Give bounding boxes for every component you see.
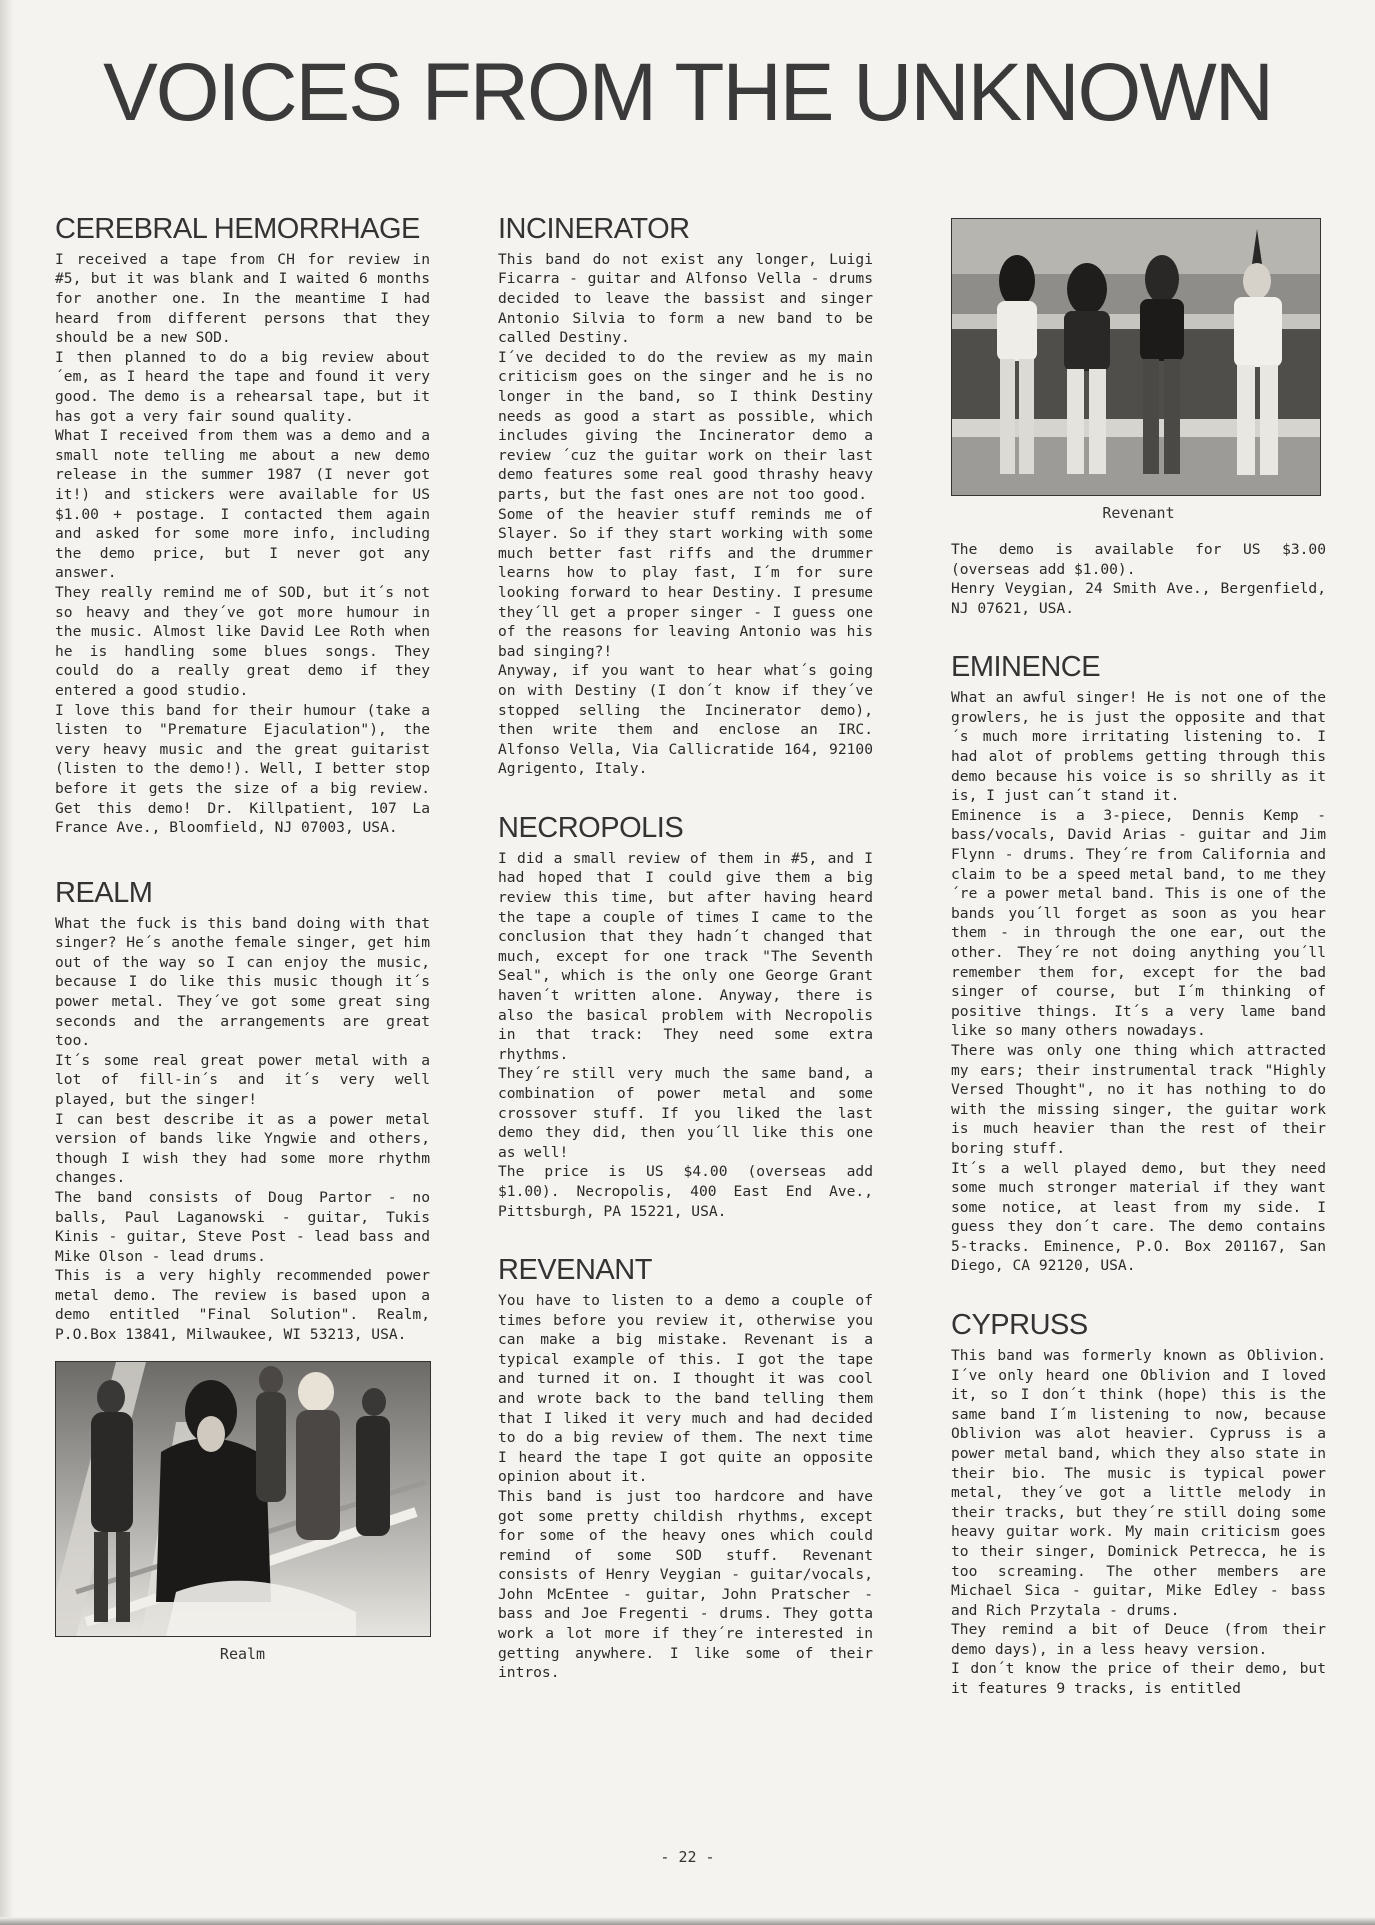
review-paragraph: I love this band for their humour (take a listen to "Premature Ejaculation"), the very heavy music and the great guitarist (listen to the demo!). Well, I better stop before it gets the size of a big review. Get this demo! Dr. Killpatient, 107 La France Ave., Bloomfield, NJ 07003, USA. <box>55 701 430 837</box>
review-necropolis <box>498 813 873 1221</box>
review-paragraph: I did a small review of them in #5, and I had hoped that I could give them a big review this time, but after having heard the tape a couple of times I came to the conclusion that they hadn´t changed that much, except for one track "The Seventh Seal", which is the only one George Grant haven´t written alone. Anyway, there is also the basical problem with Necropolis in that track: They need some extra rhythms. <box>498 849 873 1063</box>
review-cypruss <box>951 1310 1326 1699</box>
review-paragraph: This band is just too hardcore and have got some pretty childish rhythms, except for some of the heavy ones which could remind of some SOD stuff. Revenant consists of Henry Veygian - guitar/vocals, John McEntee - guitar, John Pratscher - bass and Joe Fregenti - drums. They gotta work a lot more if they´re interested in getting anywhere. I like some of their intros. <box>498 1487 873 1682</box>
page-title: VOICES FROM THE UNKNOWN <box>103 47 1272 138</box>
column-2 <box>498 214 873 1717</box>
review-paragraph: There was only one thing which attracted my ears; their instrumental track "Highly Versed Thought", no it has nothing to do with the missing singer, the guitar work is much heavier than the rest of their boring stuff. <box>951 1041 1326 1157</box>
review-paragraph: This band do not exist any longer, Luigi Ficarra - guitar and Alfonso Vella - drums decided to leave the bassist and singer Antonio Silvia to form a new band to be called Destiny. <box>498 250 873 347</box>
review-paragraph: The band consists of Doug Partor - no balls, Paul Laganowski - guitar, Tukis Kinis - guitar, Steve Post - lead bass and Mike Olson - lead drums. <box>55 1188 430 1265</box>
revenant-contact <box>951 540 1326 618</box>
review-heading: NECROPOLIS <box>498 811 684 844</box>
review-paragraph: This is a very highly recommended power metal demo. The review is based upon a demo entitled "Final Solution". Realm, P.O.Box 13841, Milwaukee, WI 53213, USA. <box>55 1267 430 1344</box>
review-paragraph: Some of the heavier stuff reminds me of Slayer. So if they start working with some much better fast riffs and the drummer learns how to play fast, I´m for sure looking forward to hear Destiny. I presume they´ll get a proper singer - I guess one of the reasons for leaving Antonio was his bad singing?! <box>498 505 873 660</box>
photo-caption: Revenant <box>1102 504 1175 522</box>
review-heading: CYPRUSS <box>951 1309 1088 1342</box>
review-paragraph: They really remind me of SOD, but it´s not so heavy and they´ve got more humour in the music. Almost like David Lee Roth when he is handling some blues songs. They could do a really great demo if they entered a good studio. <box>55 583 430 699</box>
review-paragraph: What the fuck is this band doing with that singer? He´s anothe female singer, get him out of the way so I can enjoy the music, because I do like this music though it´s power metal. They´ve got some great sing seconds and the arrangements are great too. <box>55 914 430 1050</box>
column-3 <box>951 218 1326 1733</box>
review-paragraph: What I received from them was a demo and a small note telling me about a new demo release in the summer 1987 (I never got it!) and stickers were available for US $1.00 + postage. I contacted them again and asked for some more info, including the demo price, but I never got any answer. <box>55 427 430 582</box>
review-heading: INCINERATOR <box>498 213 690 245</box>
review-paragraph: It´s a well played demo, but they need some much stronger material if they want some notice, at least from my side. I guess they don´t care. The demo contains 5-tracks. Eminence, P.O. Box 201167, San Diego, CA 92120, USA. <box>951 1159 1326 1275</box>
review-eminence <box>951 652 1326 1276</box>
review-paragraph: What an awful singer! He is not one of the growlers, he is just the opposite and that´s much more irritating listening to. I had alot of problems getting through this demo because his voice is so shrilly as it is, I just can´t stand it. <box>951 689 1326 805</box>
review-heading: REVENANT <box>498 1254 652 1287</box>
review-paragraph: This band was formerly known as Oblivion. I´ve only heard one Oblivion and I loved it, so I don´t think (hope) this is the same band I´m listening to now, because Oblivion was alot heavier. Cypruss is a power metal band, which they also state in their bio. The music is typical power metal, they´ve got a little melody in their tracks, but they´re still doing some heavy guitar work. My main criticism goes to their singer, Dominick Petrecca, he is too screaming. The other members are Michael Sica - guitar, Mike Edley - bass and Rich Przytala - drums. <box>951 1346 1326 1619</box>
review-revenant <box>498 1255 873 1683</box>
review-heading: CEREBRAL HEMORRHAGE <box>55 213 420 245</box>
review-realm <box>55 878 430 1345</box>
page-bottom-edge <box>0 1917 1375 1925</box>
review-paragraph: I can best describe it as a power metal version of bands like Yngwie and others, though I wish they had some more rhythm changes. <box>55 1110 430 1187</box>
review-paragraph: The demo is available for US $3.00 (overseas add $1.00). <box>951 541 1326 578</box>
review-paragraph: I received a tape from CH for review in #5, but it was blank and I waited 6 months for another one. In the meantime I had heard from different persons that they should be a new SOD. <box>55 250 430 347</box>
review-paragraph: I don´t know the price of their demo, but it features 9 tracks, is entitled <box>951 1660 1326 1698</box>
review-paragraph: They remind a bit of Deuce (from their demo days), in a less heavy version. <box>951 1621 1326 1658</box>
revenant-band-photo <box>951 218 1321 496</box>
review-incinerator <box>498 214 873 779</box>
review-paragraph: I then planned to do a big review about´em, as I heard the tape and found it very good. The demo is a rehearsal tape, but it has got a very fair sound quality. <box>55 348 430 425</box>
review-cerebral-hemorrhage <box>55 214 430 838</box>
review-paragraph: It´s some real great power metal with a lot of fill-in´s and it´s very well played, but the singer! <box>55 1051 430 1108</box>
review-paragraph: Henry Veygian, 24 Smith Ave., Bergenfield, NJ 07621, USA. <box>951 580 1326 617</box>
realm-photo-art <box>56 1362 430 1636</box>
photo-caption: Realm <box>219 1644 266 1663</box>
review-heading: REALM <box>55 876 153 909</box>
review-paragraph: You have to listen to a demo a couple of times before you review it, otherwise you can make a big mistake. Revenant is a typical example of this. I got the tape and turned it on. I thought it was cool and wrote back to the band telling them that I liked it very much and had decided to do a big review of them. The next time I heard the tape I got quite an opposite opinion about it. <box>498 1291 873 1486</box>
review-paragraph: Anyway, if you want to hear what´s going on with Destiny (I don´t know if they´ve stopped selling the Incinerator demo), then write them and enclose an IRC. Alfonso Vella, Via Callicratide 164, 92100 Agrigento, Italy. <box>498 662 873 778</box>
revenant-photo-art <box>952 219 1320 495</box>
review-paragraph: The price is US $4.00 (overseas add $1.00). Necropolis, 400 East End Ave., Pittsburgh, PA 15221, USA. <box>498 1163 873 1220</box>
review-paragraph: Eminence is a 3-piece, Dennis Kemp - bass/vocals, David Arias - guitar and Jim Flynn - drums. They´re from California and claim to be a speed metal band, to me they´re a power metal band. This is one of the bands you´ll forget as soon as you hear them - in through the one ear, out the other. They´re not doing anything you´ll remember them for, except for the bad singer of course, but I´m thinking of positive things. It´s a very lame band like so many others nowadays. <box>951 806 1326 1040</box>
realm-band-photo <box>55 1361 431 1637</box>
review-heading: EMINENCE <box>951 651 1101 684</box>
review-paragraph: I´ve decided to do the review as my main criticism goes on the singer and he is no longer in the band, so I think Destiny needs as good a start as possible, which includes giving the Incinerator demo a review ´cuz the guitar work on their last demo features some real good thrashy heavy parts, but the fast ones are not too good. <box>498 348 873 504</box>
column-1 <box>55 214 430 1663</box>
page-edge <box>0 0 14 1925</box>
page-number: - 22 - <box>660 1848 715 1866</box>
review-paragraph: They´re still very much the same band, a combination of power metal and some crossover stuff. If you liked the last demo they did, then you´ll like this one as well! <box>498 1065 873 1161</box>
